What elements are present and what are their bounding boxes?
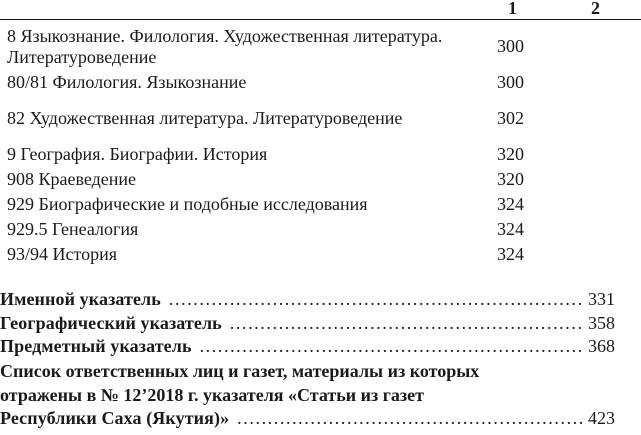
index-entry-title: Предметный указатель bbox=[0, 336, 192, 357]
index-entry-list-line2[interactable]: отражены в № 12’2018 г. указателя «Статьи из газет bbox=[0, 384, 424, 405]
row-label: 908 Краеведение bbox=[7, 169, 137, 189]
table-row bbox=[7, 142, 627, 167]
table-row bbox=[7, 70, 627, 95]
dot-leader bbox=[200, 335, 585, 359]
table-row bbox=[7, 95, 627, 142]
dot-leader bbox=[237, 407, 585, 431]
column-header-1: 1 bbox=[508, 0, 517, 18]
index-entry-title: Республики Саха (Якутия)» bbox=[0, 407, 230, 428]
row-page: 324 bbox=[497, 194, 524, 214]
table-row bbox=[7, 192, 627, 217]
row-page: 300 bbox=[497, 72, 524, 92]
row-page: 320 bbox=[497, 169, 524, 189]
index-entry-name[interactable] bbox=[0, 288, 615, 312]
row-page: 300 bbox=[497, 36, 524, 56]
table-row bbox=[7, 217, 627, 242]
row-label: 8 Языкознание. Филология. Художественная литература. Литературоведение bbox=[7, 25, 443, 67]
index-entry-geo[interactable] bbox=[0, 312, 615, 336]
row-label: 929.5 Генеалогия bbox=[7, 219, 139, 239]
row-page: 324 bbox=[497, 219, 524, 239]
row-page: 324 bbox=[497, 244, 524, 264]
index-entry-page: 358 bbox=[588, 312, 615, 333]
row-label: 93/94 История bbox=[7, 244, 118, 264]
index-entry-subject[interactable] bbox=[0, 335, 615, 359]
header-rule bbox=[0, 19, 641, 20]
row-label: 80/81 Филология. Языкознание bbox=[7, 72, 247, 92]
dot-leader bbox=[230, 312, 585, 336]
dot-leader bbox=[169, 288, 585, 312]
index-entry-list-line1[interactable]: Список ответственных лиц и газет, материалы из которых bbox=[0, 360, 480, 381]
index-entry-list[interactable] bbox=[0, 407, 615, 431]
index-entry-page: 423 bbox=[588, 407, 615, 428]
table-row bbox=[7, 242, 627, 267]
index-entry-title: Именной указатель bbox=[0, 289, 161, 309]
table-body bbox=[7, 23, 627, 267]
row-label: 82 Художественная литература. Литературоведение bbox=[7, 108, 403, 128]
row-label: 929 Биографические и подобные исследования bbox=[7, 194, 368, 214]
index-entry-page: 331 bbox=[588, 289, 615, 309]
row-label: 9 География. Биографии. История bbox=[7, 144, 268, 164]
index-entry-page: 368 bbox=[588, 336, 615, 357]
table-header bbox=[0, 0, 641, 21]
table-row bbox=[7, 23, 627, 70]
column-header-2: 2 bbox=[591, 0, 600, 18]
index-entry-title: Географический указатель bbox=[0, 312, 222, 333]
table-row bbox=[7, 167, 627, 192]
row-page: 302 bbox=[497, 108, 524, 128]
index-section bbox=[0, 288, 615, 430]
row-page: 320 bbox=[497, 144, 524, 164]
